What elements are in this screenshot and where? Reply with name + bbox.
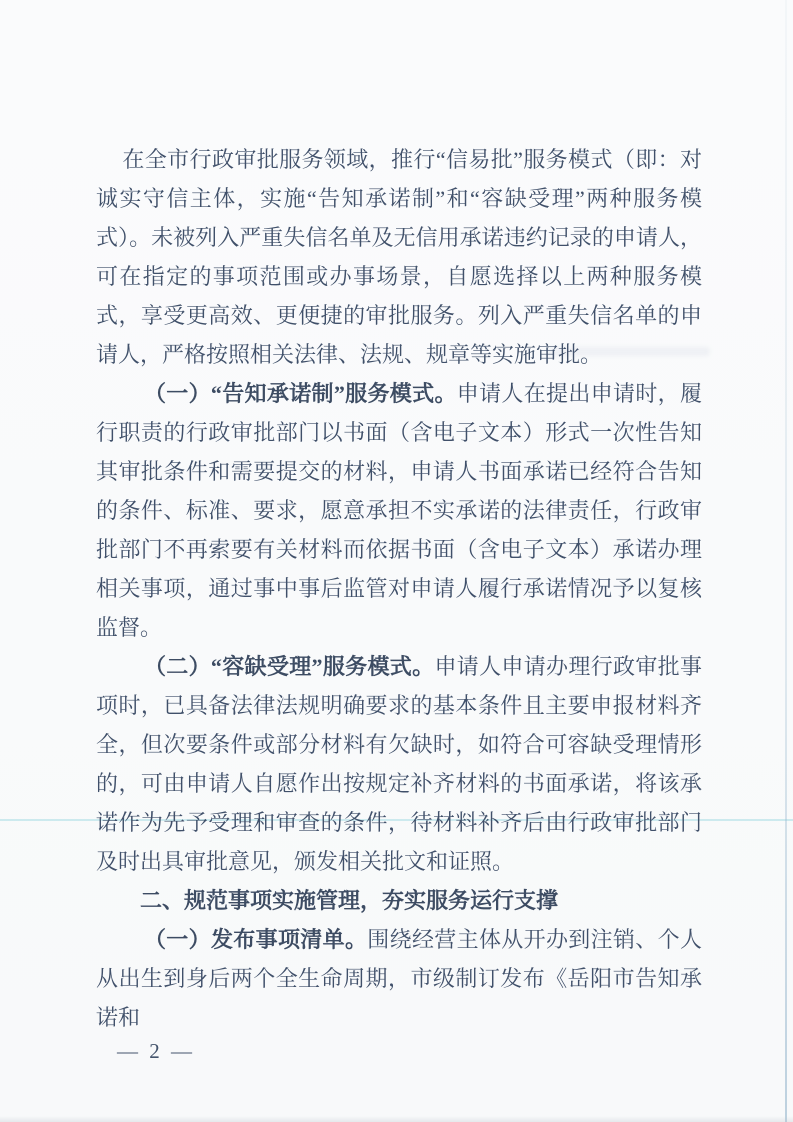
section-heading <box>96 881 702 920</box>
paragraph-text: 申请人在提出申请时，履行职责的行政审批部门以书面（含电子文本）形式一次性告知其审批条件和需要提交的材料，申请人书面承诺已经符合告知的条件、标准、要求，愿意承担不实承诺的法律责任，行政审批部门不再索要有关材料而依据书面（含电子文本）承诺办理相关事项，通过事中事后监管对申请人履行承诺情况予以复核监督。 <box>96 381 702 640</box>
paragraph-text: 申请人申请办理行政审批事项时，已具备法律法规明确要求的基本条件且主要申报材料齐全，但次要条件或部分材料有欠缺时，如符合可容缺受理情形的，可由申请人自愿作出按规定补齐材料的书面承诺，将该承诺作为先予受理和审查的条件，待材料补齐后由行政审批部门及时出具审批意见，颁发相关批文和证照。 <box>96 654 702 874</box>
paragraph-lead: （一）“告知承诺制”服务模式。 <box>143 381 457 406</box>
document-body <box>96 140 702 1037</box>
paper-right-edge <box>785 0 787 1122</box>
paragraph-lead: （一）发布事项清单。 <box>143 927 368 952</box>
paragraph <box>96 647 702 881</box>
paper-bottom-edge <box>0 1116 793 1122</box>
paragraph-lead: （二）“容缺受理”服务模式。 <box>143 654 435 679</box>
page-number: — 2 — <box>117 1039 195 1063</box>
paragraph-text: 在全市行政审批服务领域，推行“信易批”服务模式（即：对诚实守信主体，实施“告知承诺制”和“容缺受理”两种服务模式）。未被列入严重失信名单及无信用承诺违约记录的申请人，可在指定的事项范围或办事场景，自愿选择以上两种服务模式，享受更高效、更便捷的审批服务。列入严重失信名单的申请人，严格按照相关法律、法规、规章等实施审批。 <box>96 147 702 367</box>
paragraph <box>96 140 702 374</box>
paragraph <box>96 374 702 647</box>
paragraph <box>96 920 702 1037</box>
paragraph-text: 二、规范事项实施管理，夯实服务运行支撑 <box>140 888 559 913</box>
paragraph-text: 围绕经营主体从开办到注销、个人从出生到身后两个全生命周期，市级制订发布《岳阳市告知承诺和 <box>96 927 702 1030</box>
